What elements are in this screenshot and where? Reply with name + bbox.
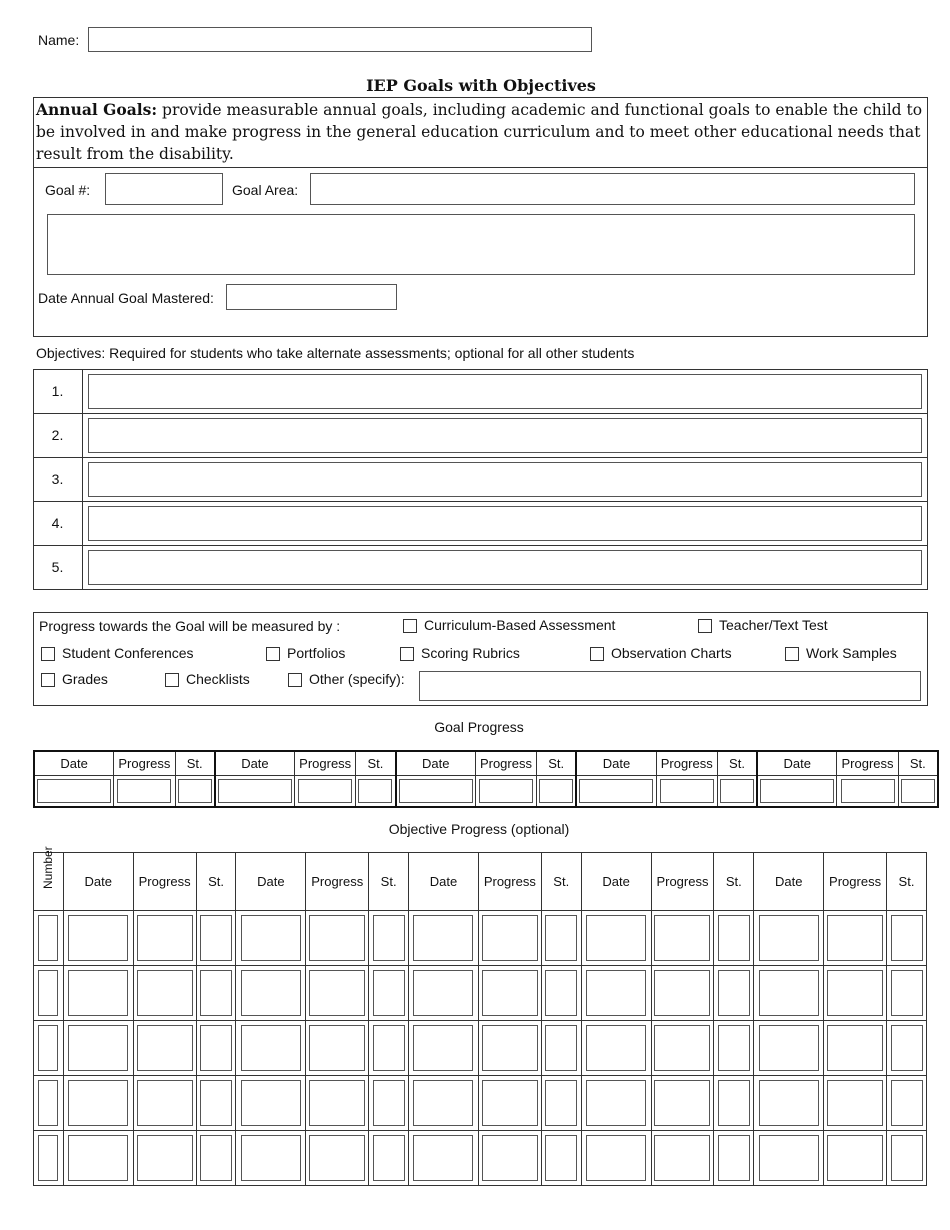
objective-progress-progress-input[interactable] [654, 915, 710, 961]
objective-progress-header-st: St. [714, 853, 754, 911]
goal-progress-progress-input[interactable] [841, 779, 895, 803]
goal-number-input[interactable] [105, 173, 223, 205]
portfolios-label: Portfolios [287, 645, 346, 661]
goal-progress-header-st: St. [537, 751, 577, 775]
work-samples-checkbox[interactable] [785, 647, 799, 661]
objective-progress-header-date: Date [409, 853, 479, 911]
objective-number: 4. [51, 515, 64, 531]
objectives-caption: Objectives: Required for students who take alternate assessments; optional for all other students [36, 345, 635, 361]
objective-progress-progress-input[interactable] [827, 1080, 883, 1126]
table-row [34, 1131, 927, 1186]
goal-progress-title: Goal Progress [434, 719, 524, 735]
objective-progress-st-input[interactable] [545, 915, 577, 961]
table-row [34, 911, 927, 966]
objective-number: 3. [51, 471, 64, 487]
objective-progress-st-input[interactable] [891, 1135, 923, 1181]
date-mastered-label: Date Annual Goal Mastered: [38, 290, 214, 306]
objective-2-input[interactable] [88, 418, 922, 453]
objective-progress-header-st: St. [196, 853, 236, 911]
objective-progress-progress-input[interactable] [137, 1080, 193, 1126]
objective-progress-progress-input[interactable] [654, 1025, 710, 1071]
objective-progress-date-input[interactable] [68, 1135, 128, 1181]
objective-progress-header-st: St. [369, 853, 409, 911]
number-header: Number [34, 853, 64, 911]
goal-progress-header-st: St. [717, 751, 757, 775]
objective-number: 5. [51, 559, 64, 575]
objective-progress-progress-input[interactable] [309, 915, 365, 961]
objective-progress-header-progress: Progress [651, 853, 714, 911]
goal-progress-header-st: St. [356, 751, 396, 775]
objective-progress-st-input[interactable] [891, 1025, 923, 1071]
goal-progress-progress-input[interactable] [660, 779, 714, 803]
objective-progress-date-input[interactable] [68, 1080, 128, 1126]
objective-progress-date-input[interactable] [241, 1135, 301, 1181]
objective-1-input[interactable] [88, 374, 922, 409]
objective-progress-date-input[interactable] [68, 915, 128, 961]
measurement-intro: Progress towards the Goal will be measured by : [39, 618, 341, 634]
curriculum-based-assessment-label: Curriculum-Based Assessment [424, 617, 616, 633]
objective-progress-progress-input[interactable] [309, 970, 365, 1016]
other-specify-checkbox[interactable] [288, 673, 302, 687]
objective-progress-st-input[interactable] [200, 1080, 232, 1126]
goal-progress-header-progress: Progress [295, 751, 356, 775]
objective-progress-progress-input[interactable] [137, 970, 193, 1016]
objective-progress-progress-input[interactable] [482, 1135, 538, 1181]
name-input[interactable] [88, 27, 592, 52]
objective-progress-date-input[interactable] [413, 915, 473, 961]
goal-progress-date-input[interactable] [760, 779, 834, 803]
objective-progress-date-input[interactable] [241, 1025, 301, 1071]
goal-progress-header-st: St. [175, 751, 215, 775]
goal-progress-header-date: Date [34, 751, 114, 775]
objective-progress-date-input[interactable] [413, 1025, 473, 1071]
objective-progress-date-input[interactable] [759, 1135, 819, 1181]
objective-progress-progress-input[interactable] [482, 915, 538, 961]
objective-progress-date-input[interactable] [586, 1080, 646, 1126]
objective-progress-st-input[interactable] [891, 1080, 923, 1126]
goal-progress-header-progress: Progress [114, 751, 175, 775]
objective-4-input[interactable] [88, 506, 922, 541]
objective-progress-date-input[interactable] [586, 970, 646, 1016]
goal-progress-header-progress: Progress [475, 751, 536, 775]
objective-progress-table [33, 845, 927, 1186]
other-specify-label: Other (specify): [309, 671, 405, 687]
objective-progress-header-date: Date [236, 853, 306, 911]
goal-progress-header-date: Date [215, 751, 295, 775]
date-mastered-input[interactable] [226, 284, 397, 310]
goal-number-label: Goal #: [45, 182, 91, 198]
objective-progress-st-input[interactable] [891, 915, 923, 961]
objective-number-input[interactable] [38, 915, 58, 961]
goal-progress-header-progress: Progress [837, 751, 898, 775]
objective-progress-st-input[interactable] [718, 1080, 750, 1126]
other-specify-input[interactable] [419, 671, 921, 701]
objective-progress-st-input[interactable] [718, 915, 750, 961]
objective-progress-st-input[interactable] [200, 915, 232, 961]
objective-progress-header-st: St. [541, 853, 581, 911]
objective-progress-progress-input[interactable] [137, 1135, 193, 1181]
objective-progress-st-input[interactable] [545, 1025, 577, 1071]
objective-progress-st-input[interactable] [200, 1025, 232, 1071]
table-row [34, 1021, 927, 1076]
page-title: IEP Goals with Objectives [366, 76, 596, 95]
goal-area-input[interactable] [310, 173, 915, 205]
annual-goal-text-input[interactable] [47, 214, 915, 275]
objective-progress-st-input[interactable] [373, 970, 405, 1016]
objective-progress-st-input[interactable] [373, 1025, 405, 1071]
objective-progress-date-input[interactable] [759, 1080, 819, 1126]
objective-progress-header-date: Date [581, 853, 651, 911]
objective-progress-st-input[interactable] [545, 970, 577, 1016]
grades-label: Grades [62, 671, 108, 687]
goal-progress-st-input[interactable] [358, 779, 392, 803]
objective-progress-date-input[interactable] [68, 970, 128, 1016]
objective-progress-progress-input[interactable] [309, 1135, 365, 1181]
scoring-rubrics-checkbox[interactable] [400, 647, 414, 661]
goal-area-label: Goal Area: [232, 182, 299, 198]
goal-progress-date-input[interactable] [218, 779, 292, 803]
objective-progress-st-input[interactable] [545, 1080, 577, 1126]
objective-progress-date-input[interactable] [759, 915, 819, 961]
objective-progress-st-input[interactable] [373, 915, 405, 961]
objective-progress-date-input[interactable] [413, 1080, 473, 1126]
objective-progress-progress-input[interactable] [827, 915, 883, 961]
student-conferences-checkbox[interactable] [41, 647, 55, 661]
student-conferences-label: Student Conferences [62, 645, 194, 661]
goal-progress-table [33, 750, 939, 808]
objective-3-input[interactable] [88, 462, 922, 497]
objective-progress-date-input[interactable] [241, 915, 301, 961]
objective-progress-progress-input[interactable] [309, 1025, 365, 1071]
objective-progress-progress-input[interactable] [482, 1025, 538, 1071]
objective-progress-progress-input[interactable] [654, 1135, 710, 1181]
goal-progress-header-progress: Progress [656, 751, 717, 775]
table-row [34, 1076, 927, 1131]
objective-progress-header-date: Date [754, 853, 824, 911]
annual-goals-heading: Annual Goals: [36, 100, 158, 119]
goal-progress-date-input[interactable] [399, 779, 473, 803]
objective-progress-date-input[interactable] [241, 970, 301, 1016]
objective-progress-st-input[interactable] [545, 1135, 577, 1181]
objective-progress-header-progress: Progress [824, 853, 887, 911]
objective-5-input[interactable] [88, 550, 922, 585]
objective-progress-st-input[interactable] [718, 970, 750, 1016]
objective-progress-date-input[interactable] [586, 915, 646, 961]
objective-progress-progress-input[interactable] [309, 1080, 365, 1126]
goal-progress-st-input[interactable] [539, 779, 573, 803]
objective-progress-progress-input[interactable] [137, 915, 193, 961]
goal-progress-date-input[interactable] [37, 779, 111, 803]
objective-number-input[interactable] [38, 1080, 58, 1126]
objective-progress-header-date: Date [63, 853, 133, 911]
annual-goals-text: provide measurable annual goals, including academic and functional goals to enable the child to be involved in and make progress in the general education curriculum and to meet other educational needs that result from the disability. [36, 101, 923, 163]
curriculum-based-assessment-checkbox[interactable] [403, 619, 417, 633]
portfolios-checkbox[interactable] [266, 647, 280, 661]
goal-progress-date-input[interactable] [579, 779, 653, 803]
goal-progress-header-st: St. [898, 751, 938, 775]
objective-number: 1. [51, 383, 64, 399]
objective-progress-st-input[interactable] [718, 1025, 750, 1071]
objective-progress-header-progress: Progress [478, 853, 541, 911]
goal-progress-progress-input[interactable] [479, 779, 533, 803]
goal-progress-st-input[interactable] [178, 779, 212, 803]
objective-progress-header-progress: Progress [306, 853, 369, 911]
objective-progress-progress-input[interactable] [482, 970, 538, 1016]
objective-progress-progress-input[interactable] [137, 1025, 193, 1071]
goal-progress-header-date: Date [757, 751, 837, 775]
goal-progress-st-input[interactable] [901, 779, 935, 803]
goal-progress-progress-input[interactable] [117, 779, 171, 803]
objective-progress-st-input[interactable] [891, 970, 923, 1016]
table-row [34, 966, 927, 1021]
objective-progress-st-input[interactable] [200, 970, 232, 1016]
goal-progress-progress-input[interactable] [298, 779, 352, 803]
objective-progress-date-input[interactable] [759, 970, 819, 1016]
objective-number-input[interactable] [38, 1135, 58, 1181]
observation-charts-label: Observation Charts [611, 645, 732, 661]
goal-progress-header-date: Date [396, 751, 476, 775]
grades-checkbox[interactable] [41, 673, 55, 687]
objective-progress-progress-input[interactable] [654, 1080, 710, 1126]
objective-number: 2. [51, 427, 64, 443]
teacher-text-test-label: Teacher/Text Test [719, 617, 828, 633]
objective-progress-progress-input[interactable] [482, 1080, 538, 1126]
objective-progress-st-input[interactable] [200, 1135, 232, 1181]
goal-progress-st-input[interactable] [720, 779, 754, 803]
objective-progress-date-input[interactable] [413, 970, 473, 1016]
checklists-checkbox[interactable] [165, 673, 179, 687]
objective-progress-progress-input[interactable] [827, 1135, 883, 1181]
objective-progress-st-input[interactable] [373, 1135, 405, 1181]
objective-progress-header-st: St. [887, 853, 927, 911]
objective-progress-st-input[interactable] [718, 1135, 750, 1181]
objective-progress-progress-input[interactable] [827, 970, 883, 1016]
work-samples-label: Work Samples [806, 645, 897, 661]
objective-progress-header-progress: Progress [133, 853, 196, 911]
objective-progress-st-input[interactable] [373, 1080, 405, 1126]
objective-number-input[interactable] [38, 970, 58, 1016]
objective-progress-date-input[interactable] [413, 1135, 473, 1181]
objective-progress-date-input[interactable] [759, 1025, 819, 1071]
teacher-text-test-checkbox[interactable] [698, 619, 712, 633]
objective-progress-progress-input[interactable] [654, 970, 710, 1016]
scoring-rubrics-label: Scoring Rubrics [421, 645, 520, 661]
name-label: Name: [38, 32, 80, 48]
checklists-label: Checklists [186, 671, 250, 687]
objective-progress-title: Objective Progress (optional) [388, 821, 570, 837]
objective-progress-date-input[interactable] [241, 1080, 301, 1126]
goal-progress-header-date: Date [576, 751, 656, 775]
objective-progress-date-input[interactable] [68, 1025, 128, 1071]
objective-progress-date-input[interactable] [586, 1135, 646, 1181]
objective-number-input[interactable] [38, 1025, 58, 1071]
observation-charts-checkbox[interactable] [590, 647, 604, 661]
objective-progress-date-input[interactable] [586, 1025, 646, 1071]
annual-goals-description [34, 98, 927, 168]
objective-progress-progress-input[interactable] [827, 1025, 883, 1071]
